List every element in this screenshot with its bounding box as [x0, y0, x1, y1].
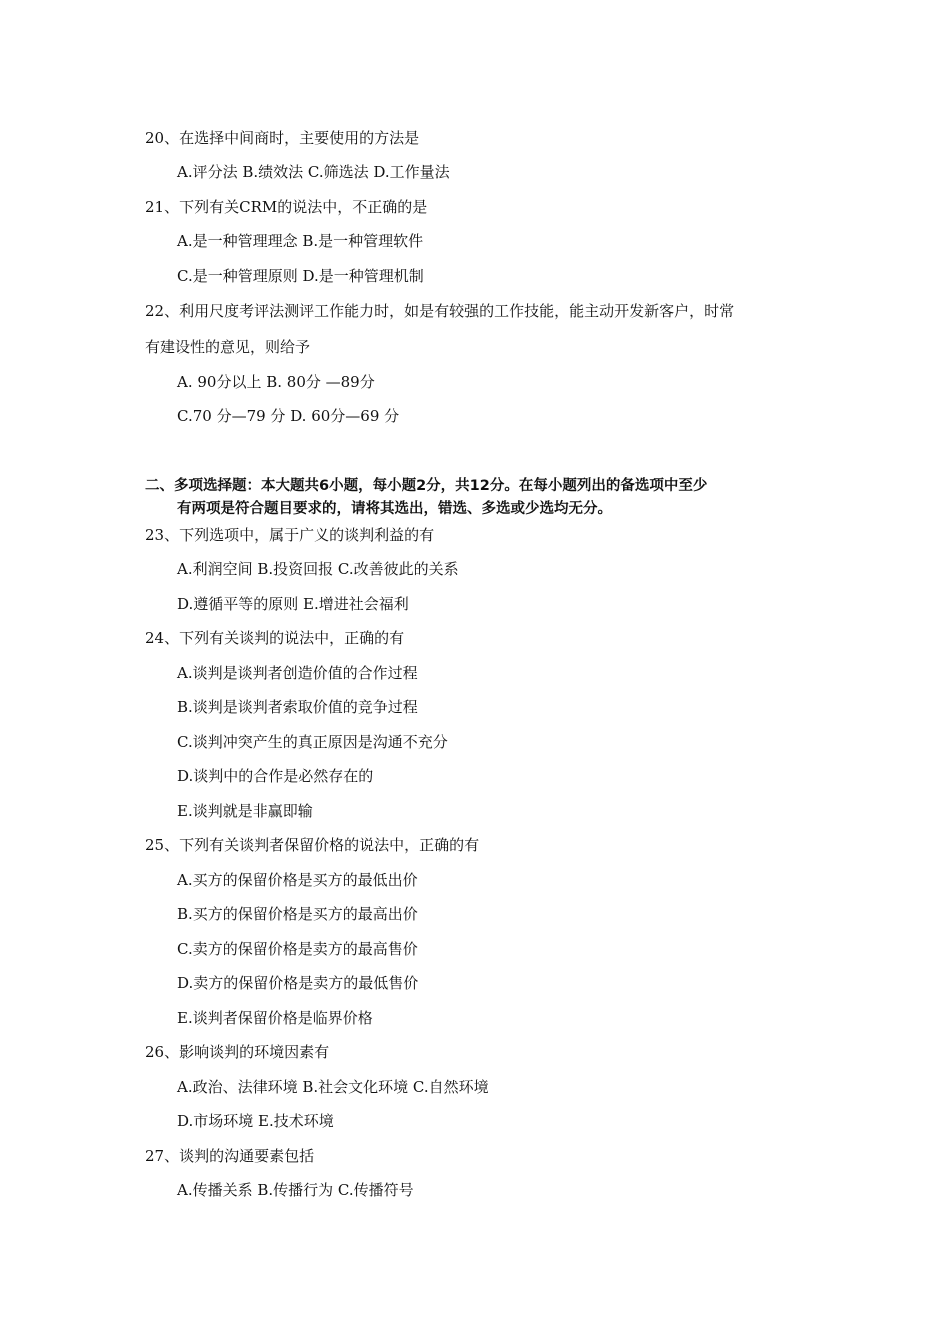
question-21: 21、下列有关CRM的说法中，不正确的是 — [145, 198, 428, 216]
question-23: 23、下列选项中，属于广义的谈判利益的有 — [145, 526, 435, 544]
question-27-options-abc: A.传播关系 B.传播行为 C.传播符号 — [177, 1181, 414, 1199]
section-2-heading-continued: 有两项是符合题目要求的，请将其选出，错选、多选或少选均无分。 — [177, 501, 612, 517]
question-20: 20、在选择中间商时，主要使用的方法是 — [145, 129, 420, 147]
question-25-option-c: C.卖方的保留价格是卖方的最高售价 — [177, 940, 418, 958]
question-22-options-cd: C.70 分—79 分 D. 60分—69 分 — [177, 407, 400, 425]
question-25-option-e: E.谈判者保留价格是临界价格 — [177, 1009, 373, 1027]
question-22: 22、利用尺度考评法测评工作能力时，如是有较强的工作技能，能主动开发新客户，时常 — [145, 302, 735, 320]
question-23-options-abc: A.利润空间 B.投资回报 C.改善彼此的关系 — [177, 560, 459, 578]
question-21-options-ab: A.是一种管理理念 B.是一种管理软件 — [177, 232, 424, 250]
question-25-option-b: B.买方的保留价格是买方的最高出价 — [177, 905, 418, 923]
question-24: 24、下列有关谈判的说法中，正确的有 — [145, 629, 405, 647]
question-24-option-a: A.谈判是谈判者创造价值的合作过程 — [177, 664, 418, 682]
question-25: 25、下列有关谈判者保留价格的说法中，正确的有 — [145, 836, 480, 854]
question-25-option-d: D.卖方的保留价格是卖方的最低售价 — [177, 974, 419, 992]
question-20-options: A.评分法 B.绩效法 C.筛选法 D.工作量法 — [177, 163, 450, 181]
question-24-option-e: E.谈判就是非赢即输 — [177, 802, 313, 820]
question-22-options-ab: A. 90分以上 B. 80分 —89分 — [177, 373, 375, 391]
question-27: 27、谈判的沟通要素包括 — [145, 1147, 315, 1165]
question-23-options-de: D.遵循平等的原则 E.增进社会福利 — [177, 595, 409, 613]
question-26-options-abc: A.政治、法律环境 B.社会文化环境 C.自然环境 — [177, 1078, 489, 1096]
question-24-option-b: B.谈判是谈判者索取价值的竞争过程 — [177, 698, 418, 716]
question-26-options-de: D.市场环境 E.技术环境 — [177, 1112, 334, 1130]
question-26: 26、影响谈判的环境因素有 — [145, 1043, 330, 1061]
question-25-option-a: A.买方的保留价格是买方的最低出价 — [177, 871, 418, 889]
question-24-option-c: C.谈判冲突产生的真正原因是沟通不充分 — [177, 733, 448, 751]
section-2-heading: 二、多项选择题：本大题共6小题，每小题2分，共12分。在每小题列出的备选项中至少 — [145, 478, 708, 494]
question-24-option-d: D.谈判中的合作是必然存在的 — [177, 767, 374, 785]
question-21-options-cd: C.是一种管理原则 D.是一种管理机制 — [177, 267, 424, 285]
question-22-continued: 有建设性的意见，则给予 — [145, 338, 311, 356]
